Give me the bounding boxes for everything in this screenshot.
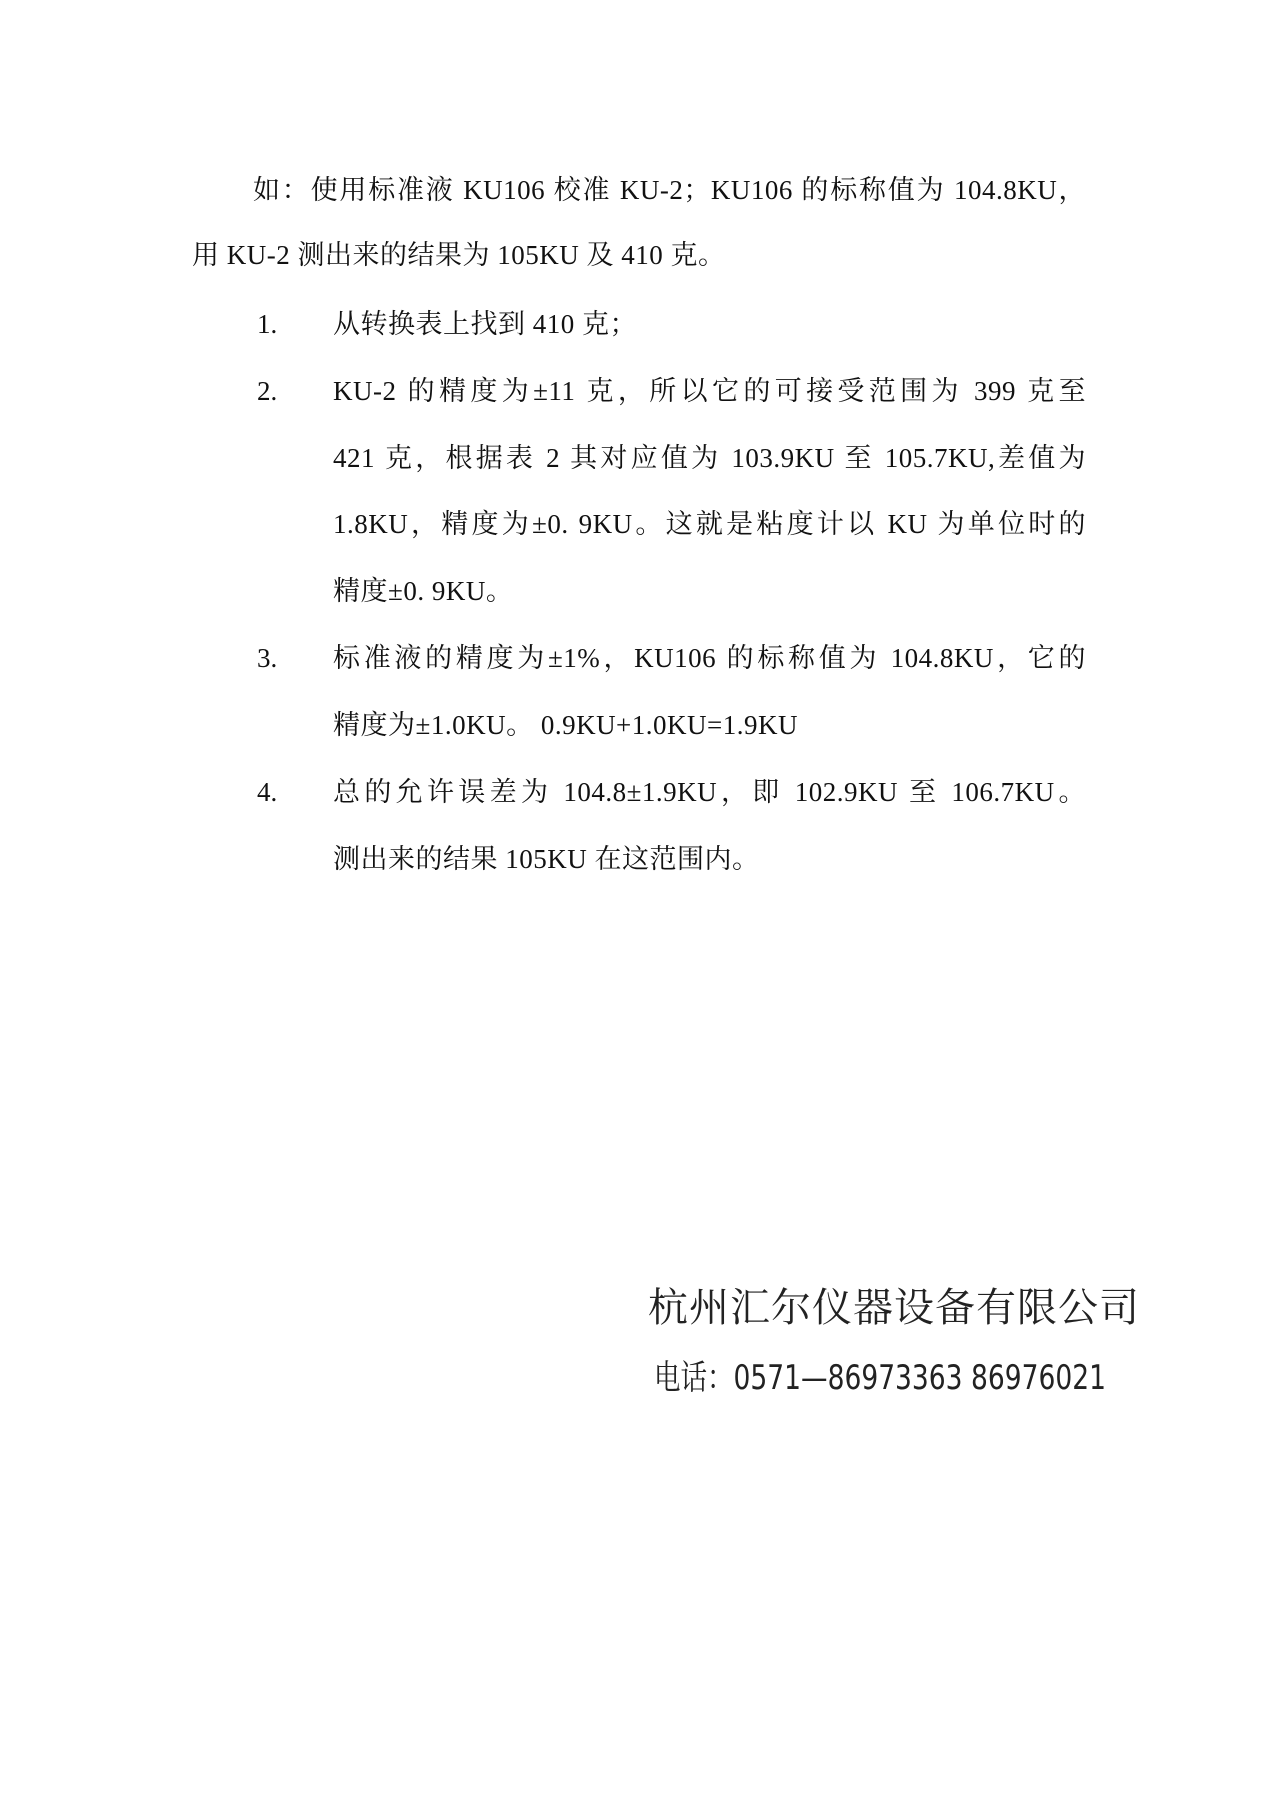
step-1-number: 1. — [257, 309, 278, 339]
step-3-number: 3. — [257, 643, 278, 673]
step-4-line-2: 测出来的结果 105KU 在这范围内。 — [333, 844, 760, 874]
step-2-line-1: KU-2 的精度为±11 克，所以它的可接受范围为 399 克至 — [333, 376, 1086, 406]
step-4-number: 4. — [257, 777, 278, 807]
company-name: 杭州汇尔仪器设备有限公司 — [648, 1285, 1140, 1331]
step-2-line-4: 精度±0. 9KU。 — [333, 576, 514, 606]
step-4-line-1: 总的允许误差为 104.8±1.9KU，即 102.9KU 至 106.7KU。 — [333, 777, 1086, 807]
intro-line-1: 如：使用标准液 KU106 校准 KU-2；KU106 的标称值为 104.8KU， — [253, 175, 1086, 205]
step-2-line-3: 1.8KU，精度为±0. 9KU。这就是粘度计以 KU 为单位时的 — [333, 509, 1086, 539]
step-1-line-1: 从转换表上找到 410 克； — [333, 309, 637, 339]
company-phone: 电话：0571—86973363 86976021 — [654, 1358, 1106, 1398]
step-3-line-2: 精度为±1.0KU。 0.9KU+1.0KU=1.9KU — [333, 710, 799, 740]
step-2-number: 2. — [257, 376, 278, 406]
intro-line-2: 用 KU-2 测出来的结果为 105KU 及 410 克。 — [192, 240, 726, 270]
step-2-line-2: 421 克，根据表 2 其对应值为 103.9KU 至 105.7KU,差值为 — [333, 443, 1086, 473]
step-3-line-1: 标准液的精度为±1%，KU106 的标称值为 104.8KU，它的 — [333, 643, 1086, 673]
